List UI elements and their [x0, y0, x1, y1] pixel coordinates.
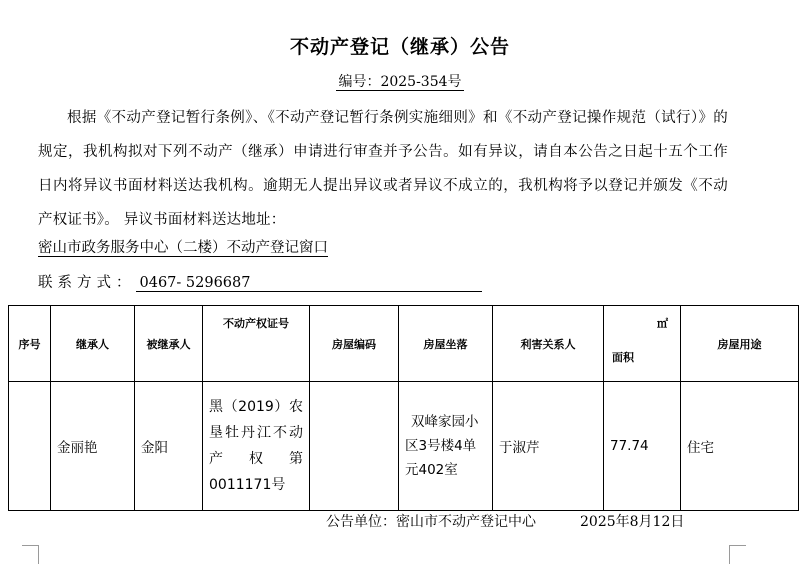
objection-address: 密山市政务服务中心（二楼）不动产登记窗口	[38, 240, 328, 256]
header-house-code: 房屋编码	[310, 306, 399, 382]
header-decedent: 被继承人	[135, 306, 203, 382]
cell-house-code	[310, 382, 399, 511]
table-row	[9, 382, 799, 511]
table-header-row	[9, 306, 799, 382]
contact-info	[38, 271, 482, 292]
cell-decedent: 金阳	[135, 382, 203, 511]
cell-interested-party: 于淑芹	[493, 382, 604, 511]
page-corner-mark-left	[22, 545, 39, 564]
issuing-organization: 公告单位：密山市不动产登记中心	[326, 514, 536, 530]
area-unit: ㎡	[657, 317, 668, 330]
header-interested-party: 利害关系人	[493, 306, 604, 382]
registration-table	[8, 305, 799, 511]
page-corner-mark-right	[729, 545, 746, 564]
notice-body: 根据《不动产登记暂行条例》、《不动产登记暂行条例实施细则》和《不动产登记操作规范（试行）》的规定，我机构拟对下列不动产（继承）申请进行审查并予公告。如有异议，请自本公告之日起十五个工作日内将异议书面材料送达我机构。逾期无人提出异议或者异议不成立的，我机构将予以登记并颁发《不动产权证书》。 异议书面材料送达地址：	[38, 110, 728, 228]
header-heir: 继承人	[51, 306, 135, 382]
cell-location: 双峰家园小 区3号楼4单 元402室	[399, 382, 493, 511]
contact-phone: 0467- 5296687	[136, 275, 482, 292]
header-area	[604, 306, 681, 382]
header-cert-no: 不动产权证号	[203, 306, 310, 382]
cell-seq	[9, 382, 51, 511]
header-seq: 序号	[9, 306, 51, 382]
cell-cert-no: 黑（2019）农 垦牡丹江不动 产 权 第 0011171号	[203, 382, 310, 511]
header-location: 房屋坐落	[399, 306, 493, 382]
header-usage: 房屋用途	[681, 306, 799, 382]
issue-date: 2025年8月12日	[580, 514, 685, 530]
contact-label: 联系方式：	[38, 275, 136, 291]
notice-title: 不动产登记（继承）公告	[289, 36, 510, 58]
document-number: 编号：2025-354号	[338, 74, 462, 90]
cell-usage: 住宅	[681, 382, 799, 511]
area-label: 面积	[612, 351, 634, 364]
footer	[326, 511, 684, 531]
cell-area: 77.74	[604, 382, 681, 511]
cell-heir: 金丽艳	[51, 382, 135, 511]
